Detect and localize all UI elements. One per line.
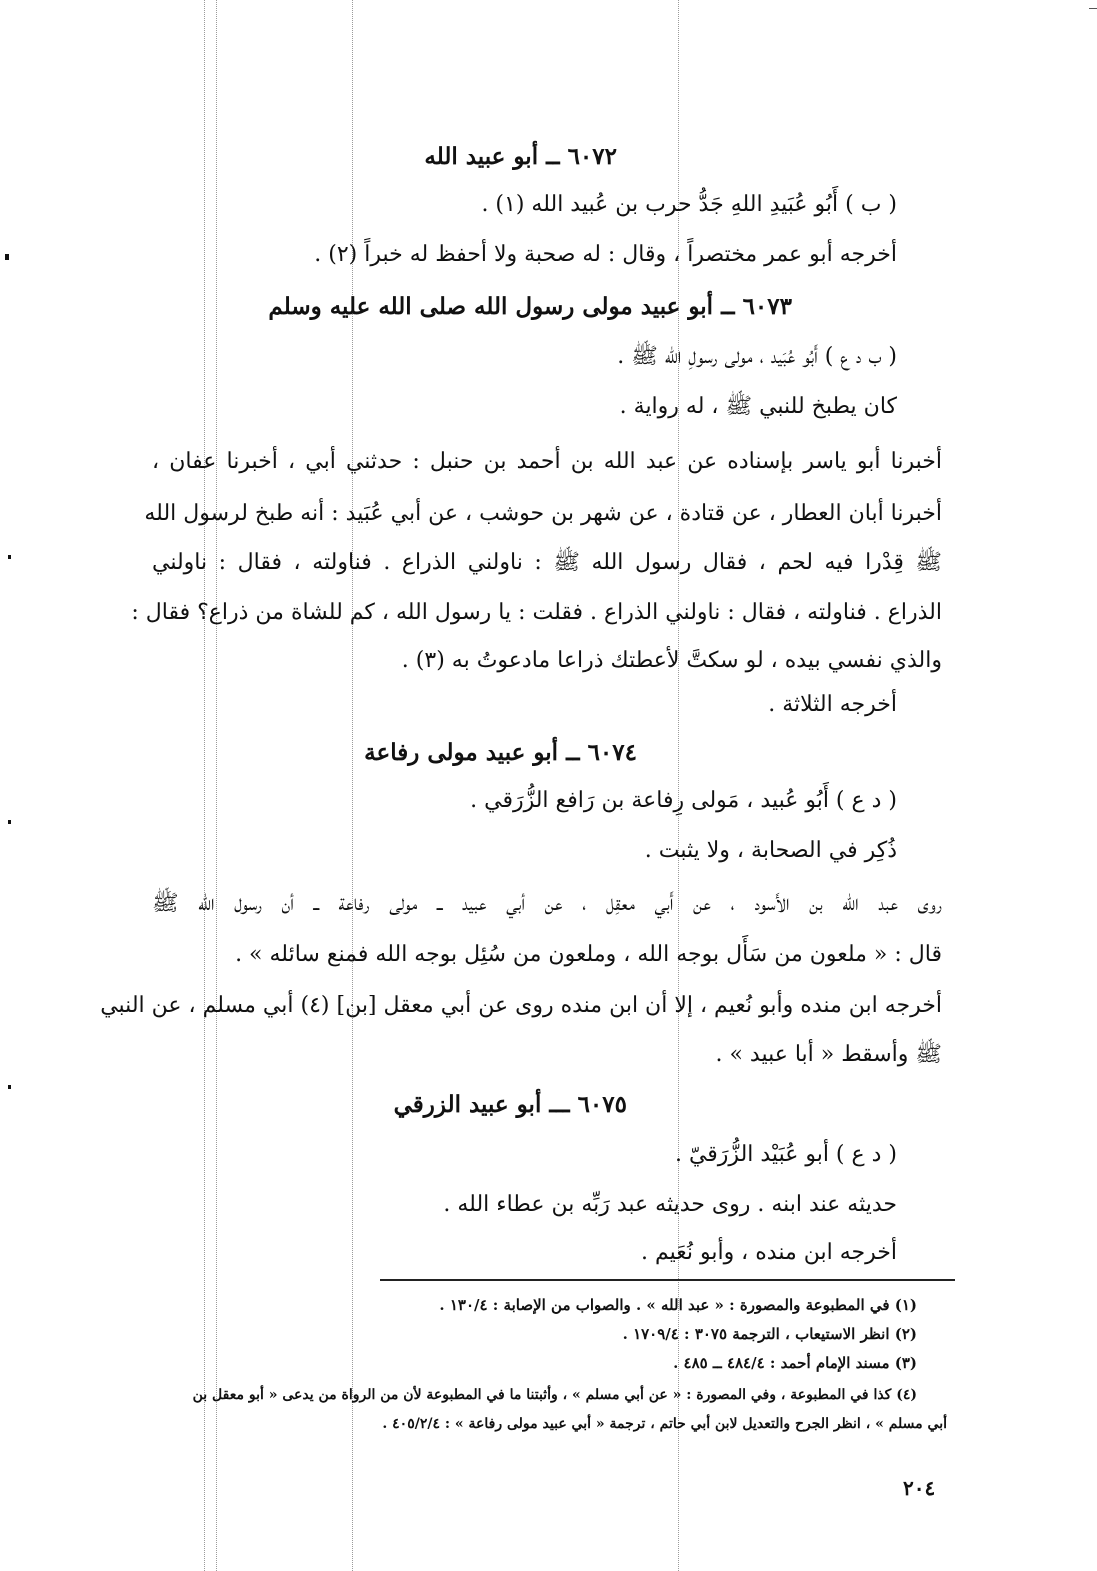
entry-text-line: قال : « ملعون من سَأَل بوجه الله ، وملعون من سُئِل بوجه الله فمنع سائله » . — [235, 942, 942, 967]
scan-corner-mark — [1089, 8, 1097, 9]
entry-text-line: أخرجه ابن منده ، وأبو نُعَيم . — [640, 1240, 897, 1265]
entry-text-line: ( ب ) أَبُو عُبَيدِ اللهِ جَدُّ حرب بن عُبيد الله (١) . — [481, 192, 897, 217]
entry-text-line: والذي نفسي بيده ، لو سكتَّ لأعطتك ذراعا مادعوتُ به (٣) . — [401, 648, 942, 673]
footnote-separator — [380, 1279, 955, 1281]
margin-mark — [8, 555, 11, 559]
margin-mark — [5, 254, 9, 260]
footnote: (١) في المطبوعة والمصورة : « عبد الله » . والصواب من الإصابة : ١٣٠/٤ . — [439, 1296, 917, 1314]
entry-text-line: أخرجه أبو عمر مختصراً ، وقال : له صحبة ولا أحفظ له خبراً (٢) . — [314, 242, 897, 267]
entry-text-line: ذُكِر في الصحابة ، ولا يثبت . — [644, 838, 897, 863]
entry-text-line: ﷺ قِدْرا فيه لحم ، فقال رسول الله ﷺ : ناولني الذراع . فناولته ، فقال : ناولني — [152, 550, 942, 575]
entry-text-line: ( د ع ) أَبُو عُبيد ، مَولى رِفاعة بن رَافع الزُّرَقي . — [470, 788, 897, 813]
entry-heading: ٦٠٧٥ ـــ أبو عبيد الزرقي — [393, 1091, 627, 1118]
entry-text-line: أخرجه ابن منده وأبو نُعيم ، إلا أن ابن منده روى عن أبي معقل [بن] (٤) أبي مسلم ، عن النبي — [100, 993, 942, 1018]
entry-text-line: حديثه عند ابنه . روى حديثه عبد رَبِّه بن عطاء الله . — [443, 1192, 897, 1217]
entry-text-line: ( ب د ع ) أَبُو عُبَيد ، مولى رسولِ الله ﷺ . — [617, 344, 897, 369]
entry-text-line: أخبرنا أبان العطار ، عن قتادة ، عن شهر بن حوشب ، عن أبي عُبَيد : أنه طبخ لرسول الله — [144, 501, 942, 526]
entry-text-line: أخبرنا أبو ياسر بإسناده عن عبد الله بن أحمد بن حنبل : حدثني أبي ، أخبرنا عفان ، — [152, 449, 942, 474]
entry-heading: ٦٠٧٢ ــ أبو عبيد الله — [424, 143, 617, 170]
entry-text-line: ﷺ وأسقط « أبا عبيد » . — [715, 1042, 942, 1067]
entry-text-line: الذراع . فناولته ، فقال : ناولني الذراع . فقلت : يا رسول الله ، كم للشاة من ذراع؟ فقال : — [131, 600, 942, 625]
scan-dotted-line — [352, 0, 353, 1571]
footnote: (٣) مسند الإمام أحمد : ٤٨٤/٤ ــ ٤٨٥ . — [673, 1354, 917, 1372]
footnote: (٢) انظر الاستيعاب ، الترجمة ٣٠٧٥ : ١٧٠٩/٤ . — [622, 1325, 917, 1343]
entry-text-line: ( د ع ) أبو عُبَيْد الزُّرَقيّ . — [674, 1142, 897, 1167]
entry-heading: ٦٠٧٣ ــ أبو عبيد مولى رسول الله صلى الله عليه وسلم — [268, 293, 792, 320]
footnote-continuation: أبي مسلم » ، انظر الجرح والتعديل لابن أبي حاتم ، ترجمة « أبي عبيد مولى رفاعة » : ٤٠٥/٢/٤ . — [382, 1416, 947, 1432]
footnote: (٤) كذا في المطبوعة ، وفي المصورة : « عن أبي مسلم » ، وأثبتنا ما في المطبوعة لأن من الرواة من يدعى « أبو معقل بن — [192, 1387, 917, 1403]
entry-text-line: روى عبد الله بن الأَسود ، عن أَبي معقِل ، عن أبي عبيد ــ مولى رفاعة ــ أن رسول الله ﷺ — [152, 891, 942, 916]
entry-text-line: أخرجه الثلاثة . — [768, 692, 897, 717]
scan-dotted-line — [204, 0, 205, 1571]
scan-dotted-line — [216, 0, 217, 1571]
entry-text-line: كان يطبخ للنبي ﷺ ، له رواية . — [619, 394, 897, 419]
margin-mark — [8, 820, 11, 824]
margin-mark — [8, 1085, 11, 1089]
entry-heading: ٦٠٧٤ ــ أبو عبيد مولى رفاعة — [364, 739, 637, 766]
page-number: ٢٠٤ — [903, 1476, 936, 1500]
